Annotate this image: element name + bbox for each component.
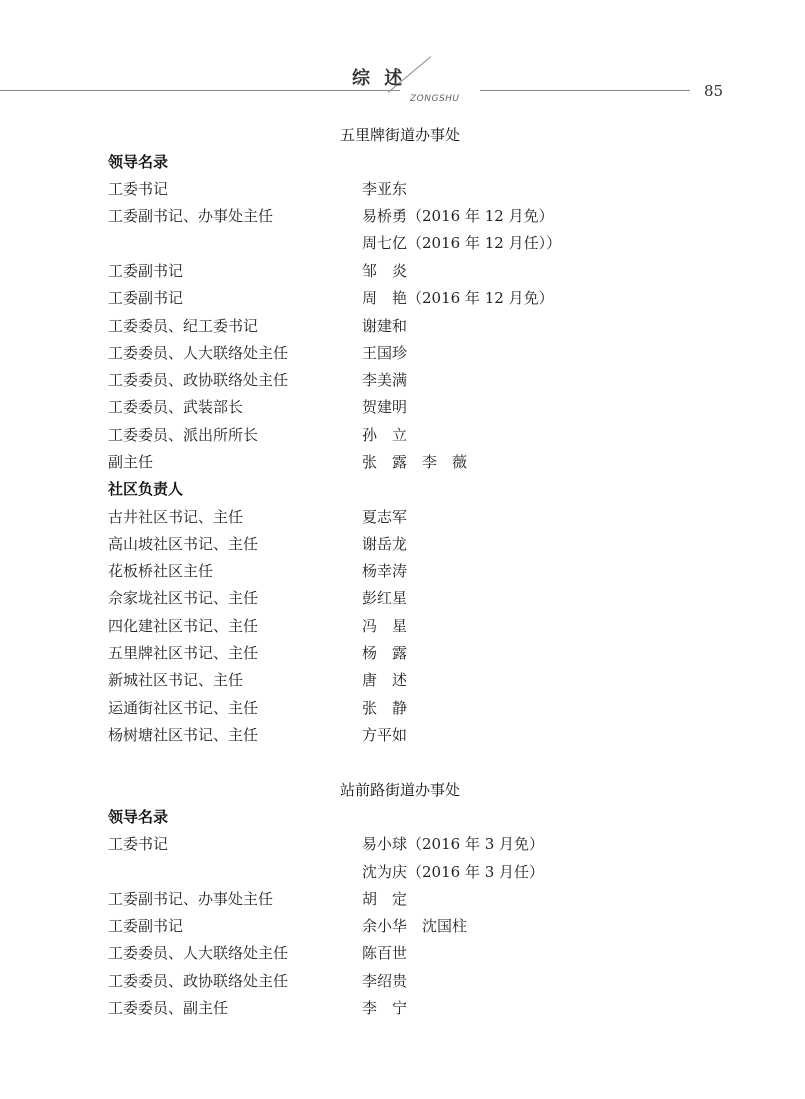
role-cell: 高山坡社区书记、主任 bbox=[108, 535, 259, 553]
group-label: 领导名录 bbox=[108, 808, 169, 826]
name-cell: 周七亿（2016 年 12 月任）） bbox=[362, 234, 562, 252]
name-cell: 周 艳（2016 年 12 月免） bbox=[362, 289, 554, 307]
role-cell: 五里牌社区书记、主任 bbox=[108, 644, 259, 662]
name-cell: 杨幸涛 bbox=[362, 562, 408, 580]
table-row bbox=[0, 205, 805, 227]
name-cell: 李绍贵 bbox=[362, 972, 408, 990]
role-cell: 工委委员、政协联络处主任 bbox=[108, 972, 289, 990]
table-row bbox=[0, 587, 805, 609]
role-cell: 工委委员、副主任 bbox=[108, 999, 229, 1017]
group-label: 领导名录 bbox=[108, 153, 169, 171]
name-cell: 谢岳龙 bbox=[362, 535, 408, 553]
section-title: 五里牌街道办事处 bbox=[340, 126, 461, 144]
table-row bbox=[0, 342, 805, 364]
role-cell: 杨树塘社区书记、主任 bbox=[108, 726, 259, 744]
name-cell: 易小球（2016 年 3 月免） bbox=[362, 835, 545, 853]
name-cell: 易桥勇（2016 年 12 月免） bbox=[362, 207, 554, 225]
table-row bbox=[0, 260, 805, 282]
chapter-subtitle: ZONGSHU bbox=[410, 94, 460, 104]
role-cell: 工委委员、纪工委书记 bbox=[108, 317, 259, 335]
role-cell: 副主任 bbox=[108, 453, 154, 471]
table-row bbox=[0, 451, 805, 473]
header-rule-right bbox=[480, 90, 690, 91]
role-cell: 工委副书记、办事处主任 bbox=[108, 890, 274, 908]
table-row bbox=[0, 506, 805, 528]
group-label: 社区负责人 bbox=[108, 480, 184, 498]
role-cell: 工委副书记 bbox=[108, 917, 184, 935]
role-cell: 工委委员、政协联络处主任 bbox=[108, 371, 289, 389]
table-row bbox=[0, 861, 805, 883]
table-row bbox=[0, 424, 805, 446]
name-cell: 张 露 李 薇 bbox=[362, 453, 468, 471]
name-cell: 彭红星 bbox=[362, 589, 408, 607]
table-row bbox=[0, 888, 805, 910]
table-row bbox=[0, 315, 805, 337]
table-row bbox=[0, 833, 805, 855]
role-cell: 古井社区书记、主任 bbox=[108, 508, 244, 526]
role-cell: 运通街社区书记、主任 bbox=[108, 699, 259, 717]
role-cell: 工委副书记、办事处主任 bbox=[108, 207, 274, 225]
name-cell: 胡 定 bbox=[362, 890, 408, 908]
name-cell: 冯 星 bbox=[362, 617, 408, 635]
table-row bbox=[0, 178, 805, 200]
name-cell: 王国珍 bbox=[362, 344, 408, 362]
role-cell: 工委委员、派出所所长 bbox=[108, 426, 259, 444]
table-row bbox=[0, 997, 805, 1019]
table-row bbox=[0, 669, 805, 691]
role-cell: 工委委员、人大联络处主任 bbox=[108, 344, 289, 362]
header-rule-left bbox=[0, 90, 400, 91]
table-row bbox=[0, 369, 805, 391]
table-row bbox=[0, 560, 805, 582]
name-cell: 余小华 沈国柱 bbox=[362, 917, 468, 935]
role-cell: 工委书记 bbox=[108, 180, 169, 198]
name-cell: 唐 述 bbox=[362, 671, 408, 689]
table-row bbox=[0, 970, 805, 992]
section-title: 站前路街道办事处 bbox=[340, 781, 461, 799]
role-cell: 工委副书记 bbox=[108, 262, 184, 280]
role-cell: 新城社区书记、主任 bbox=[108, 671, 244, 689]
role-cell: 工委书记 bbox=[108, 835, 169, 853]
table-row bbox=[0, 396, 805, 418]
chapter-title: 综 述 bbox=[352, 68, 407, 89]
role-cell: 佘家垅社区书记、主任 bbox=[108, 589, 259, 607]
table-row bbox=[0, 642, 805, 664]
role-cell: 工委副书记 bbox=[108, 289, 184, 307]
table-row bbox=[0, 615, 805, 637]
role-cell: 工委委员、武装部长 bbox=[108, 398, 244, 416]
name-cell: 方平如 bbox=[362, 726, 408, 744]
table-row bbox=[0, 724, 805, 746]
page-number: 85 bbox=[704, 82, 724, 100]
name-cell: 陈百世 bbox=[362, 944, 408, 962]
name-cell: 沈为庆（2016 年 3 月任） bbox=[362, 863, 545, 881]
name-cell: 杨 露 bbox=[362, 644, 408, 662]
name-cell: 谢建和 bbox=[362, 317, 408, 335]
name-cell: 张 静 bbox=[362, 699, 408, 717]
name-cell: 邹 炎 bbox=[362, 262, 408, 280]
name-cell: 夏志军 bbox=[362, 508, 408, 526]
role-cell: 四化建社区书记、主任 bbox=[108, 617, 259, 635]
table-row bbox=[0, 697, 805, 719]
name-cell: 贺建明 bbox=[362, 398, 408, 416]
name-cell: 李美满 bbox=[362, 371, 408, 389]
role-cell: 工委委员、人大联络处主任 bbox=[108, 944, 289, 962]
role-cell: 花板桥社区主任 bbox=[108, 562, 214, 580]
name-cell: 李 宁 bbox=[362, 999, 408, 1017]
table-row bbox=[0, 232, 805, 254]
name-cell: 李亚东 bbox=[362, 180, 408, 198]
table-row bbox=[0, 915, 805, 937]
table-row bbox=[0, 533, 805, 555]
page-header bbox=[0, 0, 805, 110]
table-row bbox=[0, 287, 805, 309]
name-cell: 孙 立 bbox=[362, 426, 408, 444]
table-row bbox=[0, 942, 805, 964]
